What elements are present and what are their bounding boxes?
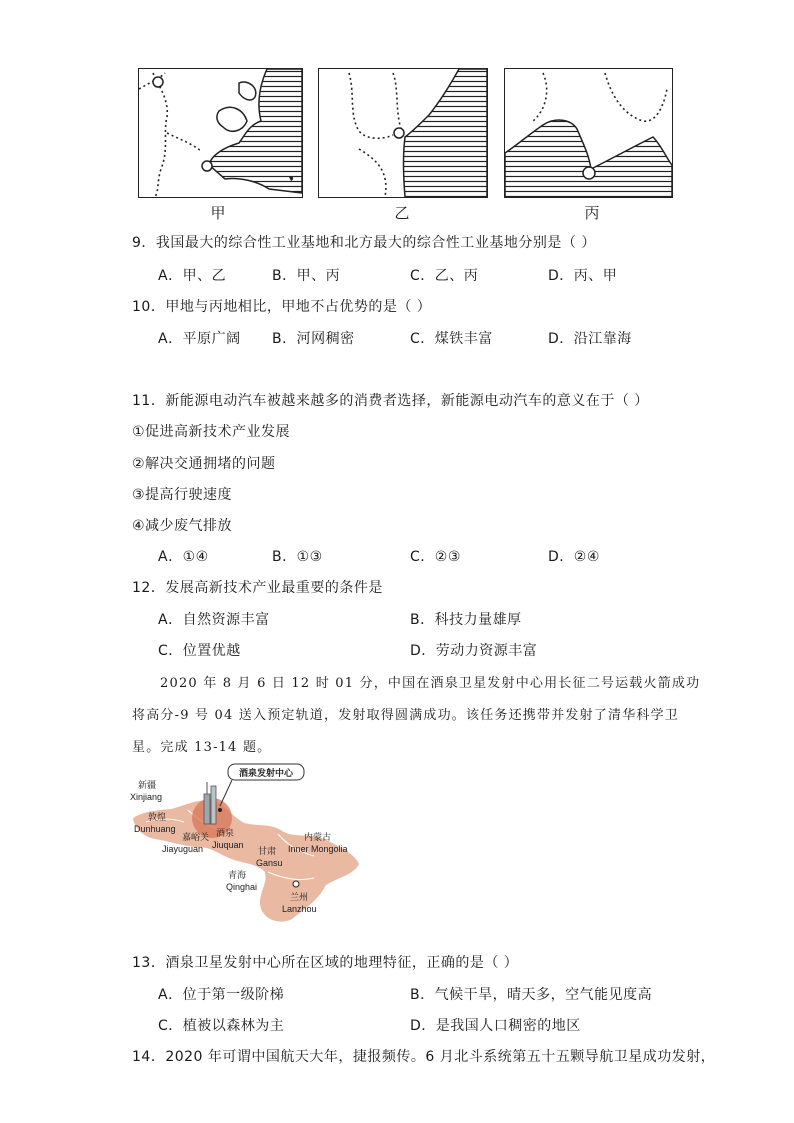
passage-line-2: 将高分-9 号 04 送入预定轨道，发射取得圆满成功。该任务还携带并发射了清华科学卫 xyxy=(132,708,680,723)
passage-line-3: 星。完成 13-14 题。 xyxy=(132,740,272,755)
q10-stem: 10．甲地与丙地相比，甲地不占优势的是（ ） xyxy=(132,299,432,315)
caption-bing: 丙 xyxy=(584,204,600,222)
q12-option-b[interactable]: B．科技力量雄厚 xyxy=(410,612,522,628)
q14-stem: 14．2020 年可谓中国航天大年，捷报频传。6 月北斗系统第五十五颗导航卫星成功发射， xyxy=(132,1049,716,1065)
map-jia xyxy=(138,68,303,198)
lanzhou-dot xyxy=(293,881,299,887)
callout-label: 酒泉发射中心 xyxy=(238,769,294,779)
label-dunhuang-cn: 敦煌 xyxy=(148,813,167,823)
q10-option-d[interactable]: D．沿江靠海 xyxy=(548,331,632,347)
q11-item-3: ③提高行驶速度 xyxy=(132,487,233,503)
label-xinjiang-en: Xinjiang xyxy=(130,792,163,802)
q11-item-2: ②解决交通拥堵的问题 xyxy=(132,456,276,472)
gansu-region-map xyxy=(128,760,368,930)
q9-option-c[interactable]: C．乙、丙 xyxy=(410,268,479,284)
q12-option-c[interactable]: C．位置优越 xyxy=(158,643,241,659)
q10-option-a[interactable]: A．平原广阔 xyxy=(158,331,241,347)
q9-stem: 9．我国最大的综合性工业基地和北方最大的综合性工业基地分别是（ ） xyxy=(132,235,596,251)
label-neimenggu-cn: 内蒙古 xyxy=(304,833,332,843)
label-jiayuguan-en: Jiayuguan xyxy=(162,844,204,854)
q12-option-a[interactable]: A．自然资源丰富 xyxy=(158,612,270,628)
label-lanzhou-cn: 兰州 xyxy=(290,893,309,903)
label-gansu-en: Gansu xyxy=(256,858,283,868)
q10-option-b[interactable]: B．河网稠密 xyxy=(272,331,355,347)
q10-option-c[interactable]: C．煤铁丰富 xyxy=(410,331,493,347)
q11-item-4: ④减少废气排放 xyxy=(132,518,233,534)
q11-option-c[interactable]: C．②③ xyxy=(410,549,461,565)
q13-option-c[interactable]: C．植被以森林为主 xyxy=(158,1018,285,1034)
label-neimenggu-en: Inner Mongolia xyxy=(288,844,348,854)
q9-option-d[interactable]: D．丙、甲 xyxy=(548,268,618,284)
q13-option-d[interactable]: D．是我国人口稠密的地区 xyxy=(410,1018,581,1034)
q11-option-b[interactable]: B．①③ xyxy=(272,549,323,565)
q11-stem: 11．新能源电动汽车被越来越多的消费者选择，新能源电动汽车的意义在于（ ） xyxy=(132,393,649,409)
launch-tower-icon xyxy=(204,782,216,824)
label-jiuquan-en: Jiuquan xyxy=(212,840,244,850)
q9-option-a[interactable]: A．甲、乙 xyxy=(158,268,227,284)
caption-yi: 乙 xyxy=(394,204,410,222)
label-qinghai-cn: 青海 xyxy=(228,871,247,881)
q12-option-d[interactable]: D．劳动力资源丰富 xyxy=(410,643,538,659)
label-xinjiang-cn: 新疆 xyxy=(138,781,157,791)
q13-stem: 13．酒泉卫星发射中心所在区域的地理特征，正确的是（ ） xyxy=(132,955,519,971)
q11-item-1: ①促进高新技术产业发展 xyxy=(132,424,291,440)
q13-option-b[interactable]: B．气候干旱，晴天多，空气能见度高 xyxy=(410,987,653,1003)
label-gansu-cn: 甘肃 xyxy=(258,847,277,857)
passage-line-1: 2020 年 8 月 6 日 12 时 01 分，中国在酒泉卫星发射中心用长征二号运载火箭成功 xyxy=(160,676,701,691)
jiuquan-dot xyxy=(218,808,222,812)
label-qinghai-en: Qinghai xyxy=(226,882,258,892)
label-dunhuang-en: Dunhuang xyxy=(134,824,176,834)
label-jiuquan-cn: 酒泉 xyxy=(216,829,235,839)
q13-option-a[interactable]: A．位于第一级阶梯 xyxy=(158,987,285,1003)
label-lanzhou-en: Lanzhou xyxy=(282,904,317,914)
map-yi xyxy=(318,68,488,198)
gansu-landmass xyxy=(132,800,360,923)
map-bing xyxy=(504,68,673,198)
caption-jia: 甲 xyxy=(210,204,226,222)
q11-option-a[interactable]: A．①④ xyxy=(158,549,209,565)
q12-stem: 12．发展高新技术产业最重要的条件是 xyxy=(132,580,383,596)
q9-option-b[interactable]: B．甲、丙 xyxy=(272,268,341,284)
q11-option-d[interactable]: D．②④ xyxy=(548,549,600,565)
label-jiayuguan-cn: 嘉峪关 xyxy=(182,833,210,843)
